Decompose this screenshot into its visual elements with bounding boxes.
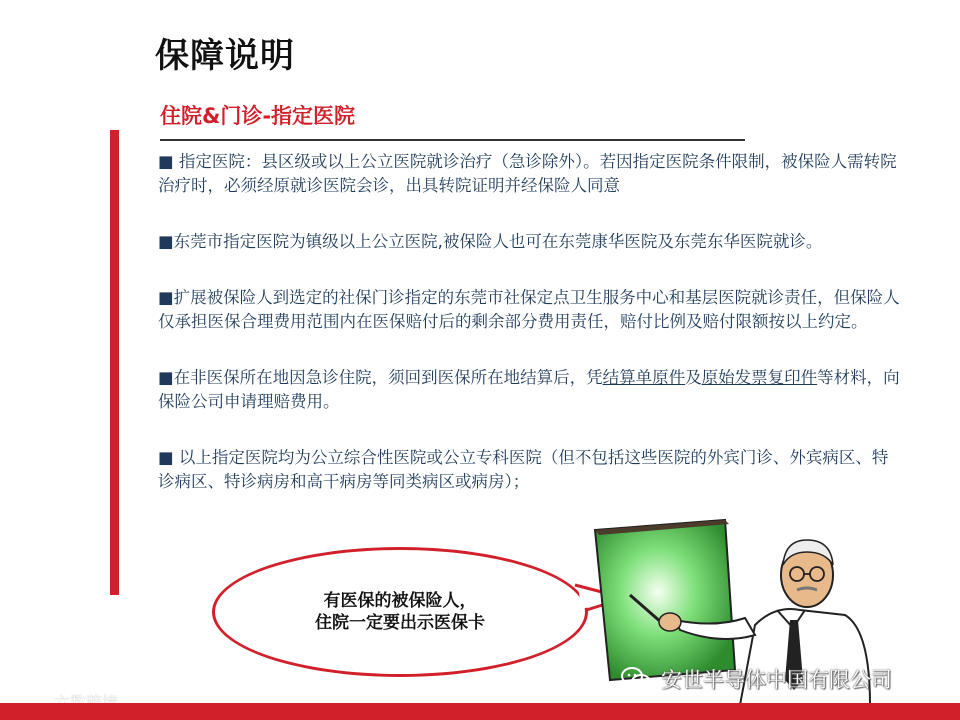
paragraph-emergency-claims: [158, 366, 903, 414]
left-accent-bar: [110, 130, 119, 595]
subtitle-divider: [160, 139, 745, 141]
wechat-watermark: [621, 664, 892, 694]
settlement-original-link: 结算单原件: [602, 368, 686, 387]
paragraph-designated-hospital: ■ 指定医院：县区级或以上公立医院就诊治疗（急诊除外）。若因指定医院条件限制，被保险人需转院治疗时，必须经原就诊医院会诊，出具转院证明并经保险人同意: [158, 152, 897, 195]
content-body: [158, 150, 903, 526]
wechat-icon: [621, 666, 651, 692]
emergency-claims-text-2: 及: [685, 368, 702, 387]
paragraph-outpatient-extension: ■扩展被保险人到选定的社保门诊指定的东莞市社保定点卫生服务中心和基层医院就诊责任，但保险人仅承担医保合理费用范围内在医保赔付后的剩余部分费用责任，赔付比例及赔付限额按以上约定。: [158, 288, 900, 331]
bottom-accent-bar: [0, 703, 960, 720]
paragraph-hospital-exclusions: ■ 以上指定医院均为公立综合性医院或公立专科医院（但不包括这些医院的外宾门诊、外宾病区、特诊病区、特诊病房和高干病房等同类病区或病房）；: [158, 448, 889, 491]
page-title: 保障说明: [155, 36, 295, 76]
bubble-line-2: 住院一定要出示医保卡: [315, 613, 485, 633]
speech-bubble-text: [212, 590, 588, 634]
emergency-claims-text-1: ■在非医保所在地因急诊住院，须回到医保所在地结算后，凭: [158, 368, 603, 387]
wechat-account-name: 安世半导体中国有限公司: [661, 668, 892, 692]
bubble-line-1: 有医保的被保险人，: [323, 591, 477, 611]
paragraph-dongguan-hospitals: ■东莞市指定医院为镇级以上公立医院,被保险人也可在东莞康华医院及东莞东华医院就诊。: [158, 232, 823, 251]
section-subtitle: 住院&门诊-指定医院: [160, 104, 356, 128]
emergency-claims-text-3: 等材料，向保险公司申请理赔费用。: [158, 368, 900, 411]
invoice-copy-link: 原始发票复印件: [701, 368, 818, 387]
